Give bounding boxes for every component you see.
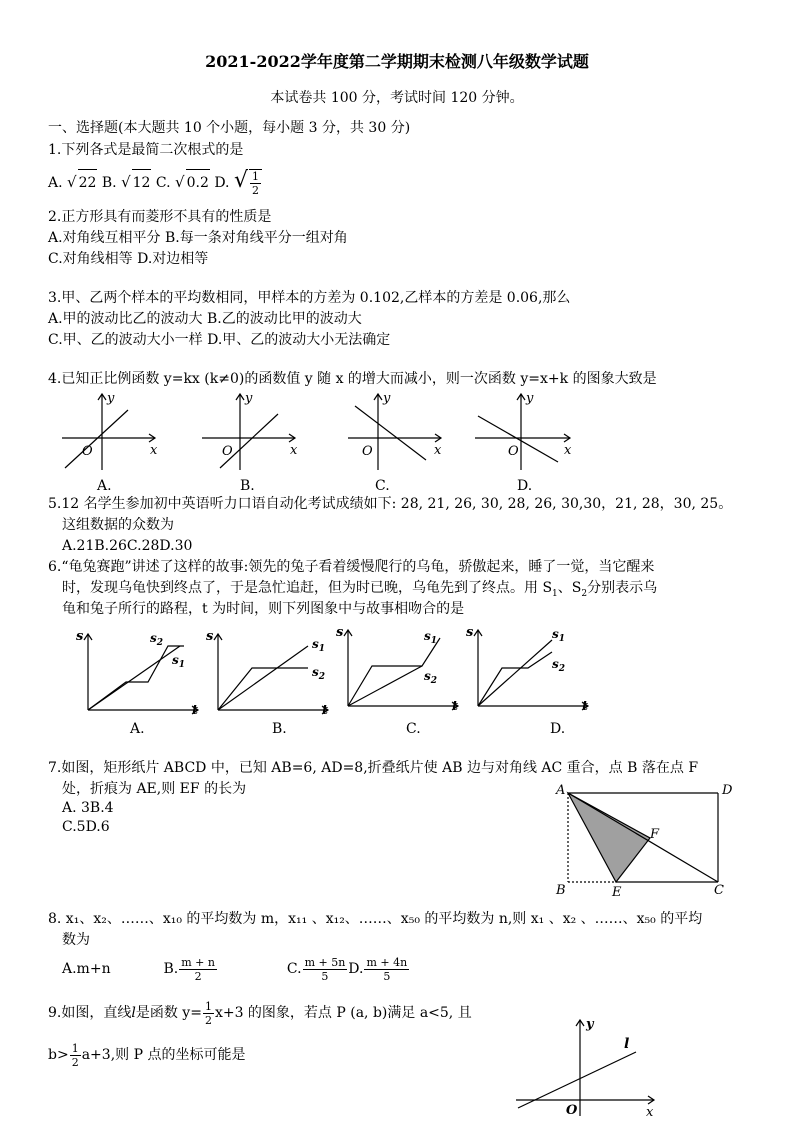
option-label: C.: [406, 721, 421, 737]
t-label: t: [192, 703, 199, 718]
origin-label: O: [222, 444, 233, 459]
q4-graphs: [0, 388, 794, 496]
diagonal-ac: [568, 793, 718, 882]
origin-label: O: [82, 444, 93, 459]
q8-line2: 数为: [62, 932, 90, 948]
q9-line1: 9.如图，直线l是函数 y= $\frac{1}{2}$ x+3 的图象，若点 P (a, b)满足 a<5, 且: [48, 999, 472, 1027]
q6-graph-d: [466, 625, 588, 737]
q9-slope-fraction: $\frac{1}{2}$: [204, 999, 212, 1027]
x-label: x: [290, 443, 298, 458]
origin-label: O: [362, 444, 373, 459]
point-a-label: A: [556, 783, 566, 798]
s2-label: $s_2$: [150, 631, 164, 648]
s-label: s: [336, 625, 344, 640]
q9-condition-fraction: $\frac{1}{2}$: [71, 1041, 79, 1069]
q7-options-line1: A. 3B.4: [62, 800, 114, 816]
s1-curve: [218, 646, 308, 710]
q8-options: A.m+n B. $\frac{m + n}{2}$ C. $\frac{m + 5n}{5}$ D. $\frac{m + 4n}{5}$: [62, 955, 408, 983]
q3-options-line1: A.甲的波动比乙的波动大 B.乙的波动比甲的波动大: [48, 311, 362, 327]
option-label: A.: [97, 478, 112, 494]
q8-option-d-fraction: $\frac{m + 4n}{5}$: [366, 955, 408, 983]
s2-curve: [348, 666, 422, 706]
q5-line2: 这组数据的众数为: [62, 517, 174, 533]
x-label: x: [646, 1105, 654, 1120]
q2-stem: 2.正方形具有而菱形不具有的性质是: [48, 209, 272, 225]
q9-line-graph: [510, 1012, 670, 1120]
s2-label: $s_2$: [312, 665, 326, 682]
s1-label: $s_1$: [552, 627, 566, 644]
q1-option-b-radicand: 12: [132, 169, 152, 196]
q1-option-d-fraction: $\frac{1}{2}$: [249, 169, 262, 197]
q8-option-c-fraction: $\frac{m + 5n}{5}$: [304, 955, 346, 983]
q5-options: A.21B.26C.28D.30: [62, 538, 193, 554]
s2-curve: [478, 652, 552, 706]
q3-options-line2: C.甲、乙的波动大小一样 D.甲、乙的波动大小无法确定: [48, 332, 391, 348]
q8-line1: 8. x₁、x₂、……、x₁₀ 的平均数为 m，x₁₁ 、x₁₂、……、x₅₀ 的平均数为 n,则 x₁ 、x₂ 、……、x₅₀ 的平均: [48, 911, 703, 927]
s1-curve: [478, 640, 552, 706]
line-l-label: l: [624, 1036, 630, 1052]
option-label: D.: [517, 478, 533, 494]
q9-line2: b> $\frac{1}{2}$ a+3,则 P 点的坐标可能是: [48, 1041, 246, 1069]
s-label: s: [466, 625, 474, 640]
point-b-label: B: [556, 883, 566, 898]
x-label: x: [150, 443, 158, 458]
point-d-label: D: [722, 783, 733, 798]
q1-stem: 1.下列各式是最简二次根式的是: [48, 142, 244, 158]
s1-curve: [88, 646, 180, 710]
y-label: y: [526, 391, 534, 406]
x-label: x: [564, 443, 572, 458]
q1-options: A. √ 22 B. √ 12 C. √ 0.2 D. √ $\frac{1}{2}$: [48, 168, 263, 197]
q8-option-b-fraction: $\frac{m + n}{2}$: [181, 955, 215, 983]
y-label: y: [586, 1017, 594, 1032]
q2-options-line1: A.对角线互相平分 B.每一条对角线平分一组对角: [48, 230, 348, 246]
page-title: 2021-2022学年度第二学期期末检测八年级数学试题: [205, 52, 589, 71]
q6-graph-c: [336, 625, 458, 737]
q4-graph-b: [202, 391, 298, 494]
option-label: A.: [130, 721, 145, 737]
q6-graph-a: [76, 629, 198, 737]
q3-stem: 3.甲、乙两个样本的平均数相同，甲样本的方差为 0.102,乙样本的方差是 0.06,那么: [48, 290, 571, 306]
x-label: x: [434, 443, 442, 458]
s1-label: $s_1$: [172, 653, 186, 670]
q2-options-line2: C.对角线相等 D.对边相等: [48, 251, 209, 267]
q8-option-a: A.m+n: [62, 961, 111, 977]
t-label: t: [452, 699, 459, 714]
origin-label: O: [508, 444, 519, 459]
q1-option-c-radicand: 0.2: [186, 169, 210, 196]
y-label: y: [107, 391, 115, 406]
q6-graph-b: [206, 629, 328, 737]
y-label: y: [383, 391, 391, 406]
q4-graph-d: [475, 391, 572, 494]
section-heading: 一、选择题(本大题共 10 个小题，每小题 3 分，共 30 分): [48, 120, 411, 136]
q7-rectangle-figure: [550, 780, 740, 900]
y-label: y: [245, 391, 253, 406]
s-label: s: [76, 629, 84, 644]
q6-graphs: [0, 618, 794, 742]
s-label: s: [206, 629, 214, 644]
s2-label: $s_2$: [424, 669, 438, 686]
s1-label: $s_1$: [424, 629, 438, 646]
q5-stem: 5.12 名学生参加初中英语听力口语自动化考试成绩如下: 28, 21, 26, 30, 28, 26, 30,30，21, 28，30, 25。: [48, 496, 733, 512]
s2-curve: [218, 668, 308, 710]
q6-line3: 龟和兔子所行的路程，t 为时间，则下列图象中与故事相吻合的是: [62, 601, 465, 617]
q7-line2: 处，折痕为 AE,则 EF 的长为: [62, 781, 247, 797]
q7-line1: 7.如图，矩形纸片 ABCD 中，已知 AB=6, AD=8,折叠纸片使 AB 边与对角线 AC 重合，点 B 落在点 F: [48, 760, 699, 776]
q4-stem: 4.已知正比例函数 y=kx (k≠0)的函数值 y 随 x 的增大而减小，则一次函数 y=x+k 的图象大致是: [48, 371, 657, 387]
point-e-label: E: [612, 885, 622, 900]
q4-graph-a: [62, 391, 158, 494]
origin-label: O: [566, 1103, 578, 1118]
q6-line1: 6.“龟兔赛跑”讲述了这样的故事:领先的兔子看着缓慢爬行的乌龟，骄傲起来，睡了一觉，当它醒来: [48, 559, 655, 575]
folded-triangle: [568, 793, 650, 882]
t-label: t: [582, 699, 589, 714]
option-label: B.: [272, 721, 287, 737]
option-label: C.: [375, 478, 390, 494]
option-label: D.: [550, 721, 566, 737]
point-f-label: F: [650, 827, 660, 842]
s1-label: $s_1$: [312, 637, 326, 654]
q7-options-line2: C.5D.6: [62, 819, 110, 835]
t-label: t: [322, 703, 329, 718]
option-label: B.: [240, 478, 255, 494]
q1-option-a-radicand: 22: [78, 169, 98, 196]
graph-line: [65, 410, 128, 468]
point-c-label: C: [714, 883, 724, 898]
s2-label: $s_2$: [552, 657, 566, 674]
graph-line: [220, 414, 278, 468]
q6-line2: 时，发现乌龟快到终点了，于是急忙追赶，但为时已晚，乌龟先到了终点。用 $S_1$、$S_2$分别表示乌: [62, 580, 658, 599]
page-subtitle: 本试卷共 100 分，考试时间 120 分钟。: [270, 90, 524, 106]
q4-graph-c: [348, 391, 442, 494]
